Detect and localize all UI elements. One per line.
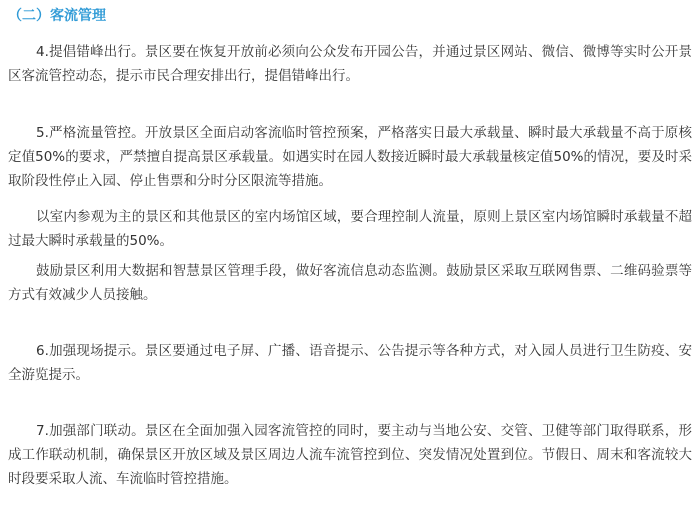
section-heading: （二）客流管理 [8,8,106,24]
paragraph-onsite-notice: 6.加强现场提示。景区要通过电子屏、广播、语音提示、公告提示等各种方式，对入园人员进行卫生防疫、安全游览提示。 [8,343,692,383]
paragraph-stagger-travel: 4.提倡错峰出行。景区要在恢复开放前必须向公众发布开园公告，并通过景区网站、微信、微博等实时公开景区客流管控动态，提示市民合理安排出行，提倡错峰出行。 [8,44,692,84]
paragraph-department-coordination: 7.加强部门联动。景区在全面加强入园客流管控的同时，要主动与当地公安、交管、卫健等部门取得联系，形成工作联动机制，确保景区开放区域及景区周边人流车流管控到位、突发情况处置到位。节假日、周末和客流较大时段要采取人流、车流临时管控措施。 [8,423,692,487]
paragraph-flow-control: 5.严格流量管控。开放景区全面启动客流临时管控预案，严格落实日最大承载量、瞬时最大承载量不高于原核定值50%的要求，严禁擅自提高景区承载量。如遇实时在园人数接近瞬时最大承载量核定值50%的情况，要及时采取阶段性停止入园、停止售票和分时分区限流等措施。 [8,125,692,189]
paragraph-big-data: 鼓励景区利用大数据和智慧景区管理手段，做好客流信息动态监测。鼓励景区采取互联网售票、二维码验票等方式有效减少人员接触。 [8,263,692,303]
paragraph-indoor-capacity: 以室内参观为主的景区和其他景区的室内场馆区域，要合理控制人流量，原则上景区室内场馆瞬时承载量不超过最大瞬时承载量的50%。 [8,209,692,249]
